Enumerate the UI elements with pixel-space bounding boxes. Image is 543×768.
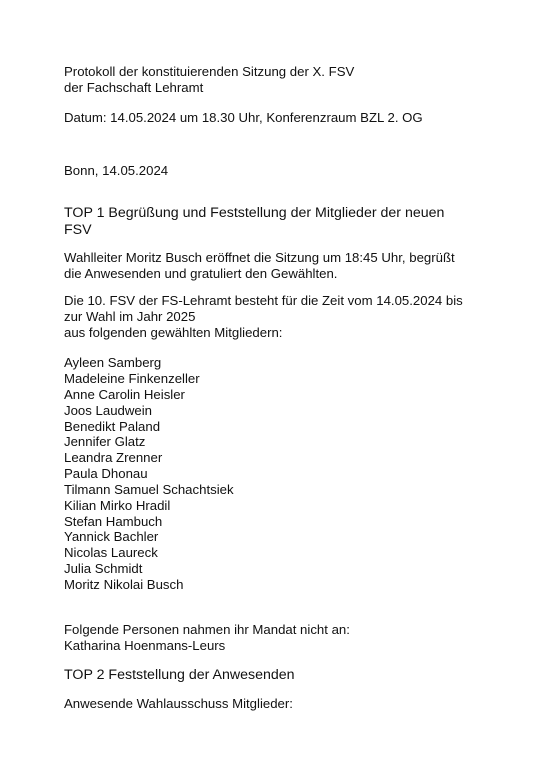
top1-paragraph-2-line-1: Die 10. FSV der FS-Lehramt besteht für die Zeit vom 14.05.2024 bis	[64, 293, 463, 308]
member-item: Paula Dhonau	[64, 466, 148, 481]
member-item: Tilmann Samuel Schachtsiek	[64, 482, 234, 497]
document-title-line-1: Protokoll der konstituierenden Sitzung der X. FSV	[64, 64, 355, 79]
declined-mandate-intro: Folgende Personen nahmen ihr Mandat nicht an:	[64, 622, 350, 637]
member-item: Moritz Nikolai Busch	[64, 577, 184, 592]
meeting-date-line: Datum: 14.05.2024 um 18.30 Uhr, Konferenzraum BZL 2. OG	[64, 110, 423, 125]
member-item: Anne Carolin Heisler	[64, 387, 185, 402]
document-title-line-2: der Fachschaft Lehramt	[64, 80, 204, 95]
member-item: Madeleine Finkenzeller	[64, 371, 200, 386]
top1-paragraph-1-line-1: Wahlleiter Moritz Busch eröffnet die Sitzung um 18:45 Uhr, begrüßt	[64, 250, 455, 265]
member-item: Ayleen Samberg	[64, 355, 162, 370]
top1-heading-line-1: TOP 1 Begrüßung und Feststellung der Mitglieder der neuen	[64, 205, 445, 221]
member-item: Benedikt Paland	[64, 419, 161, 434]
place-and-date: Bonn, 14.05.2024	[64, 163, 169, 178]
declined-mandate-name: Katharina Hoenmans-Leurs	[64, 638, 226, 653]
member-item: Leandra Zrenner	[64, 450, 163, 465]
member-item: Yannick Bachler	[64, 529, 159, 544]
top1-heading-line-2: FSV	[64, 222, 92, 238]
member-item: Joos Laudwein	[64, 403, 152, 418]
member-item: Jennifer Glatz	[64, 434, 146, 449]
top1-paragraph-1-line-2: die Anwesenden und gratuliert den Gewählten.	[64, 266, 338, 281]
member-item: Nicolas Laureck	[64, 545, 158, 560]
committee-members-label: Anwesende Wahlausschuss Mitglieder:	[64, 696, 293, 711]
member-item: Stefan Hambuch	[64, 514, 163, 529]
member-item: Kilian Mirko Hradil	[64, 498, 171, 513]
member-item: Julia Schmidt	[64, 561, 143, 576]
top2-heading: TOP 2 Feststellung der Anwesenden	[64, 667, 295, 683]
top1-paragraph-2-line-2: zur Wahl im Jahr 2025	[64, 309, 196, 324]
top1-paragraph-2-line-3: aus folgenden gewählten Mitgliedern:	[64, 325, 283, 340]
